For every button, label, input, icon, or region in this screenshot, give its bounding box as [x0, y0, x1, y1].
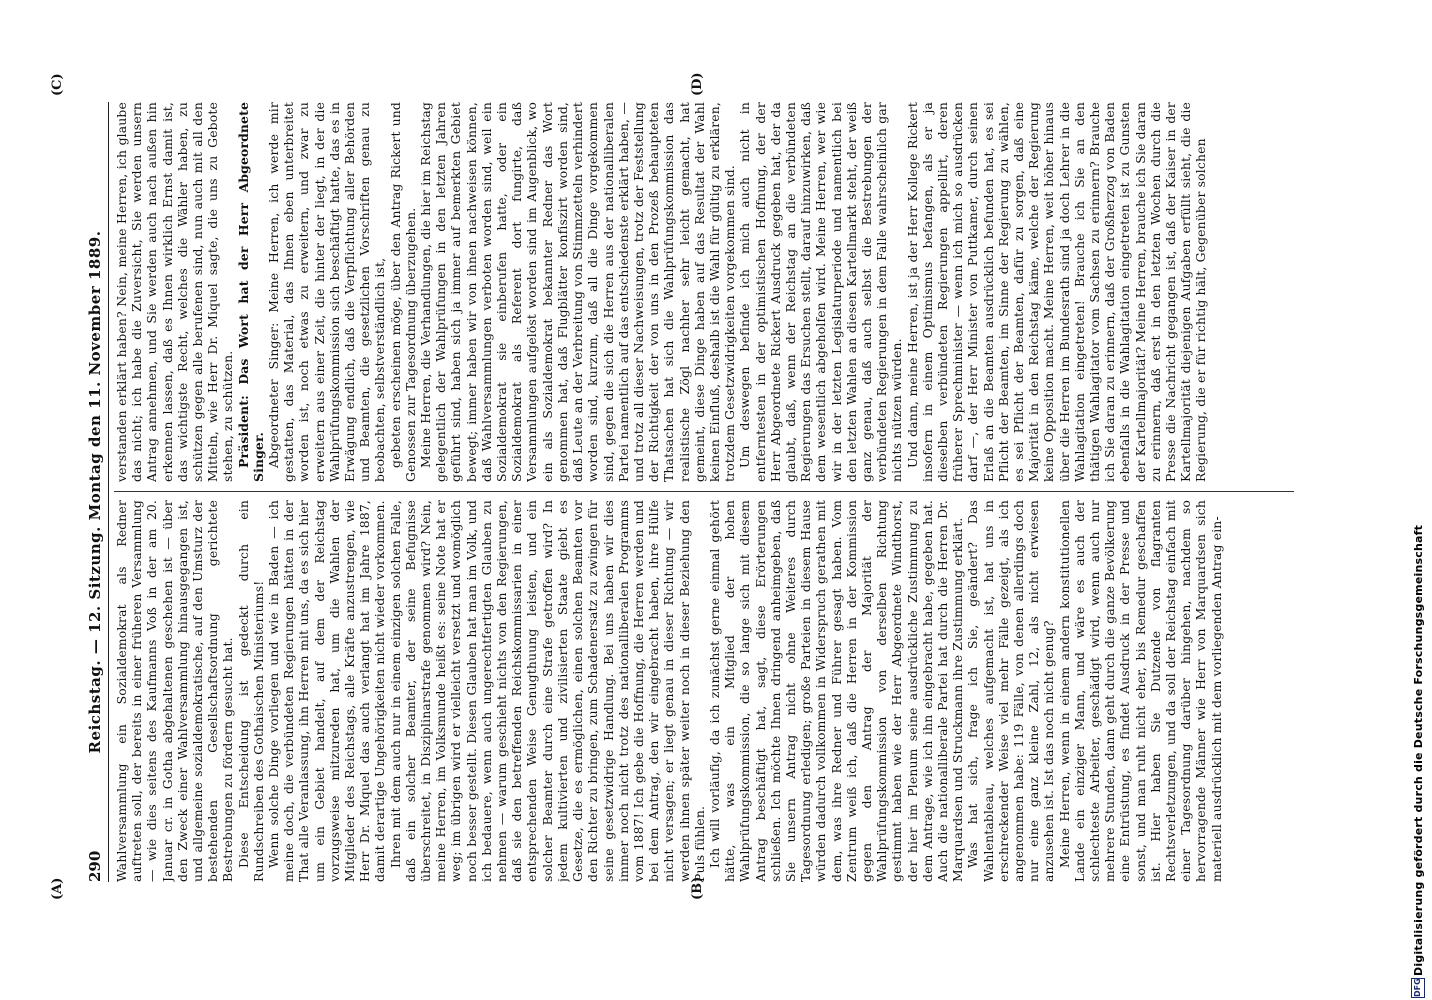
- left-paragraph: Wenn solche Dinge vorliegen und wie in Baden — ich meine doch, die verbündeten Regierungen hätten in der That alle Veranlassung, ihn Herren mit uns, da es sich hier um ein Gebiet handelt, auf dem der Reichstag vorzugsweise mitzureden hat, um die Wahlen der Mitglieder des Reichstags, alle Kräfte anzustrengen, wie Herr Dr. Miquel das auch verlangt hat im Jahre 1887, damit derartige Ungehörigkeiten nicht wieder vorkommen.: [266, 500, 388, 882]
- margin-mark-c: (C): [50, 73, 65, 96]
- margin-mark-d: (D): [690, 72, 705, 96]
- digitization-footer: [1404, 0, 1432, 1000]
- digitization-credit: Digitalisierung gefördert durch die Deutsche Forschungsgemeinschaft: [1412, 524, 1425, 976]
- left-paragraph: Ihren mit dem auch nur in einem einzigen solchen Falle, daß ein solcher Beamter, der seine Befugnisse überschreitet, in Disziplinarstrafe genommen wird? Nein, meine Herren, im Volksmunde heißt es: seine Note hat er weg; im übrigen wird er vielleicht versetzt und womöglich noch besser gestellt. Diesen Glauben hat man im Volk, und ich bedauere, wenn auch ungerechtfertigten Glauben zu nehmen — warum geschieht nichts von den Regierungen, daß sie den betreffenden Reichskommissarien in einer entsprechenden Weise Genugthuung leisten, und ein solcher Beamter durch eine Strafe getroffen wird? In jedem kultivierten und zivilisierten Staate giebt es Gesetze, die es ermöglichen, einen solchen Beamten vor den Richter zu bringen, zum Schadenersatz zu zwingen für seine gesetzwidrige Handlung. Bei uns haben wir dies immer noch nicht trotz des nationalliberalen Programms vom 1887! Ich gebe die Hoffnung, die Herren werden und bei dem Antrag, den wir eingebracht haben, ihre Hülfe nicht versagen; er liegt genau in dieser Richtung — wir werden ihnen später weiter noch in dieser Beziehung den Puls fühlen.: [387, 500, 707, 882]
- page-header: [86, 102, 109, 882]
- left-column: [114, 500, 1404, 882]
- column-divider: [114, 491, 1294, 492]
- right-paragraph: Und dann, meine Herren, ist ja der Herr Kollege Rickert insofern in einem Optimismus befangen, als er ja dieselben verbündeten Regierungen appellirt, deren früherer Sprechminister — wenn ich mich so ausdrücken darf —, der Herr Minister von Puttkamer, durch seinen Erlaß an die Beamten ausdrücklich befunden hat, es sei Pflicht der Beamten, im Sinne der Regierung zu wählen, es sei Pflicht der Beamten, dafür zu sorgen, daß eine Majorität in den Reichstag käme, welche der Regierung keine Opposition macht. Meine Herren, weit höher hinaus über die Herren im Bundesrath sind ja doch Lehrer in die Wahlagitation eingetreten! Brauche ich Sie an den thätigen Wahlagitator vom Sachsen zu erinnern? Brauche ich Sie daran zu erinnern, daß der Großherzog von Baden ebenfalls in die Wahlagitation eingetreten ist zu Gunsten der Kartellmajorität? Meine Herren, brauche ich Sie daran zu erinnern, daß erst in den letzten Wochen durch die Presse die Nachricht gegangen ist, daß der Kaiser in der Kartellmajorität diejenigen Aufgaben erfüllt sieht, die die Regierung, die er für richtig hält, Gegenüber solchen: [904, 102, 1209, 482]
- left-paragraph: Wahlversammlung ein Sozialdemokrat als Redner auftreten soll, der bereits in einer früheren Versammlung — wie dies seitens des Kaufmanns Voß in der am 20. Januar cr. in Gotha abgehaltenen geschehen ist — über den Zweck einer Wahlversammlung hinausgegangen ist, und allgemeine sozialdemokratische, auf den Umsturz der bestehenden Gesellschaftsordnung gerichtete Bestrebungen zu fördern gesucht hat.: [114, 500, 236, 882]
- right-paragraph: verstanden erklärt haben? Nein, meine Herren, ich glaube das nicht; ich habe die Zuversicht, Sie werden unsern Antrag annehmen, und Sie werden auch nach außen hin erkennen lassen, daß es Ihnen wirklich Ernst damit ist, das wichtigste Recht, welches die Wähler haben, zu schützen gegen alle berufenen sind, nun auch mit all den Mitteln, wie Herr Dr. Miquel sagte, die uns zu Gebote stehen, zu schützen.: [114, 102, 236, 482]
- page-number: 290: [86, 850, 104, 882]
- right-paragraph: Abgeordneter Singer: Meine Herren, ich werde mir gestatten, das Material, das Ihnen eben unterbreitet worden ist, noch etwas zu erweitern, und zwar zu erweitern aus einer Zeit, die hinter der liegt, in der die Wahlprüfungskommission sich beschäftigt hatte, das es in Erwägung endlich, daß die Verpflichtung aller Behörden und Beamten, die gesetzlichen Vorschriften genau zu beobachten, selbstverständlich ist,: [266, 102, 388, 482]
- dfg-logo: DFG: [1411, 978, 1425, 998]
- president-speech: Präsident: Das Wort hat der Herr Abgeordnete Singer.: [235, 102, 266, 482]
- margin-mark-a: (A): [50, 877, 65, 900]
- right-paragraph: Meine Herren, die Verhandlungen, die hier im Reichstag gelegentlich der Wahlprüfungen in den letzten Jahren geführt sind, haben sich ja immer auf bemerkten Gebiet bewegt; immer haben wir von ihnen nachweisen können, daß Wahlversammlungen verboten worden sind, weil ein Sozialdemokrat sie einberufen hatte, oder ein Sozialdemokrat als Referent dort fungirte, daß Versammlungen aufgelöst worden sind im Augenblick, wo ein als Sozialdemokrat bekannter Redner das Wort genommen hat, daß Flugblätter konfiszirt worden sind, daß Leute an der Verbreitung von Stimmzetteln verhindert worden sind, kurzum, daß all die Dinge vorgekommen sind, gegen die sich die Herren aus der nationalliberalen Partei namentlich auf das entschiedenste erklärt haben, — und trotz all dieser Nachweisungen, trotz der Feststellung der Richtigkeit der von uns in den Prozeß behaupteten Thatsachen hat sich die Wahlprüfungskommission das realistische Zögl nachher sehr leicht gemacht, hat gemeint, diese Dinge haben auf das Resultat der Wahl keinen Einfluß, deshalb ist die Wahl für gültig zu erklären, trotzdem Gesetzwidrigkeiten vorgekommen sind.: [418, 102, 738, 482]
- margin-mark-b: (B): [690, 876, 705, 900]
- page-title: Reichstag. — 12. Sitzung. Montag den 11. November 1889.: [86, 230, 104, 754]
- left-paragraph: Meine Herren, wenn in einem andern konstitutionellen Lande ein einziger Mann, und wäre es auch der schlechteste Arbeiter, geschädigt wird, wenn auch nur mehrere Stunden, dann geht durch die ganze Bevölkerung eine Entrüstung, es findet Ausdruck in der Presse und sonst, und man ruht nicht eher, bis Remedur geschaffen ist. Hier haben Sie Dutzende von flagranten Rechtsverletzungen, und da soll der Reichstag einfach mit einer Tagesordnung darüber hingehen, nachdem so hervorragende Männer wie Herr von Marquardsen sich materiell ausdrücklich mit dem vorliegenden Antrag ein-: [1056, 500, 1224, 882]
- left-paragraph: Diese Entscheidung ist gedeckt durch ein Rundschreiben des Gothaischen Ministeriums!: [235, 500, 266, 882]
- left-paragraph: Ich will vorläufig, da ich zunächst gerne einmal gehört hätte, was ein Mitglied der hohen Wahlprüfungskommission, die so lange sich mit diesem Antrag beschäftigt hat, sagt, diese Erörterungen schließen. Ich möchte Ihnen dringend anheimgeben, daß Sie unsern Antrag nicht ohne Weiteres durch Tagesordnung erledigen; große Parteien in diesem Hause würden dadurch vollkommen in Widerspruch gerathen mit dem, was ihre Redner und Führer gesagt haben. Vom Zentrum weiß ich, daß die Herren in der Kommission gegen den Antrag der Majorität der Wahlprüfungskommission von derselben Richtung gestimmt haben wie der Herr Abgeordnete Windthorst, der hier im Plenum seine ausdrückliche Zustimmung zu dem Antrage, wie ich ihn eingebracht habe, gegeben hat. Auch die nationalliberale Partei hat durch die Herren Dr. Marquardsen und Struckmann ihre Zustimmung erklärt.: [706, 500, 966, 882]
- left-paragraph: Was hat sich, frage ich Sie, geändert? Das Wahlentableau, welches aufgemacht ist, hat uns in erschreckender Weise viel mehr Fälle gezeigt, als ich angenommen habe: 119 Fälle, von denen allerdings doch nur eine ganz kleine Zahl, 12, als nicht erwiesen anzusehen ist. Ist das noch nicht genug?: [965, 500, 1057, 882]
- right-paragraph: gebeten erscheinen möge, über den Antrag Rickert und Genossen zur Tagesordnung überzugehen.: [387, 102, 418, 482]
- right-paragraph: Um deswegen befinde ich mich auch nicht in entferntesten in der optimistischen Hoffnung, der der Herr Abgeordnete Rickert Ausdruck gegeben hat, der da glaubt, daß, wenn der Reichstag an die verbündeten Regierungen das Ersuchen stellt, darauf hinzuwirken, daß dem wesentlich abgeholfen wird. Meine Herren, wer wie wir in der letzten Legislaturperiode und namentlich bei den letzten Wahlen an diesen Kartellmarkt steht, der weiß ganz genau, daß auch selbst die Bestrebungen der verbündeten Regierungen in dem Falle wahrscheinlich gar nichts nützen würden.: [737, 102, 905, 482]
- right-column: [114, 102, 1404, 482]
